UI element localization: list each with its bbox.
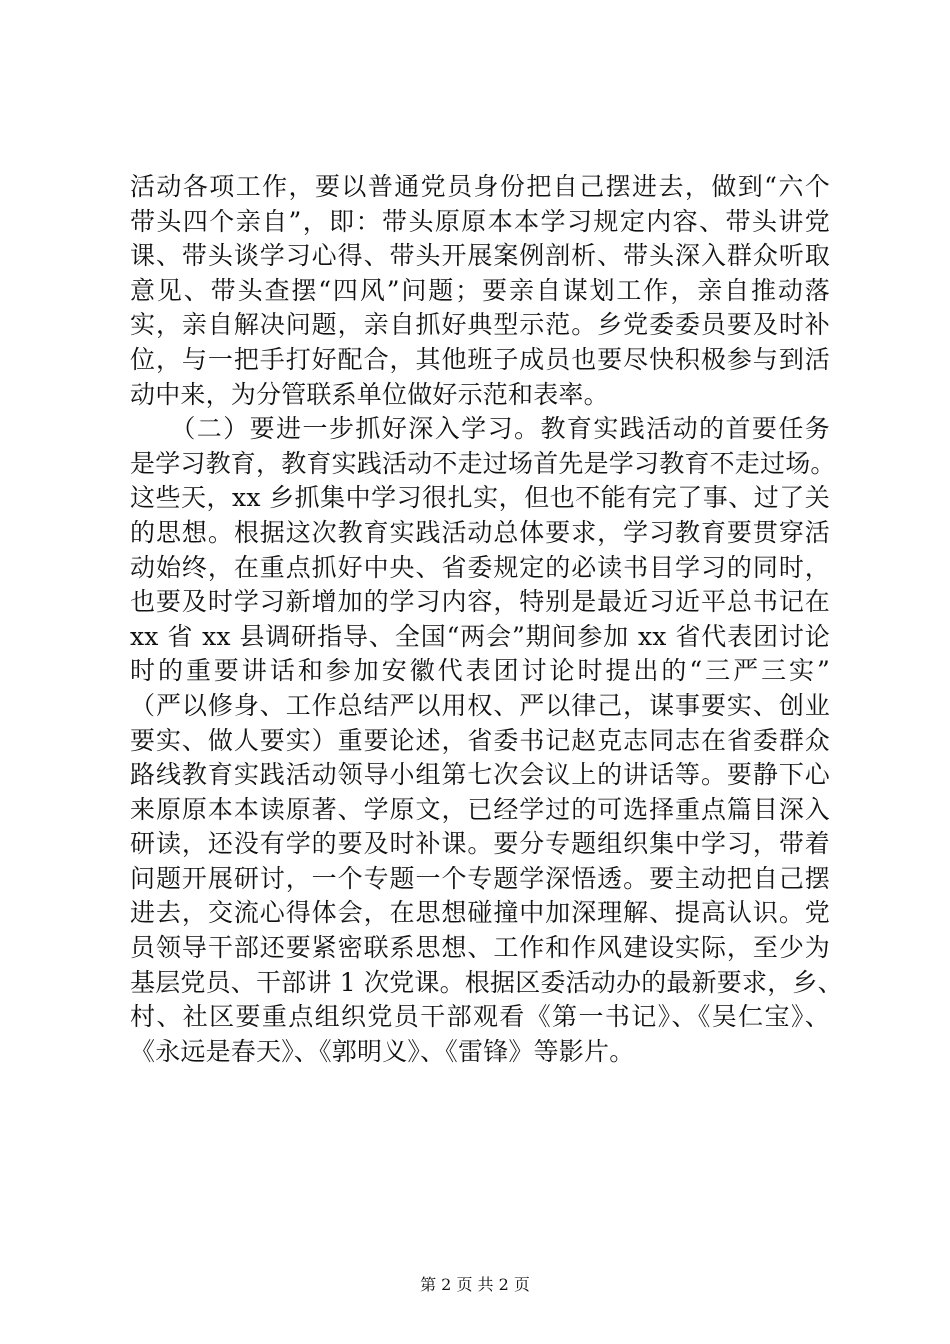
- text-line-15: 时的重要讲话和参加安徽代表团讨论时提出的“三严三实”: [130, 656, 830, 686]
- text-line-14: xx 省 xx 县调研指导、全国“两会”期间参加 xx 省代表团讨论: [130, 621, 830, 651]
- text-line-5: 实，亲自解决问题，亲自抓好典型示范。乡党委委员要及时补: [130, 310, 830, 340]
- text-line-3: 课、带头谈学习心得、带头开展案例剖析、带头深入群众听取: [130, 241, 830, 271]
- text-line-18: 路线教育实践活动领导小组第七次会议上的讲话等。要静下心: [130, 760, 830, 790]
- text-line-13: 也要及时学习新增加的学习内容，特别是最近习近平总书记在: [130, 587, 830, 617]
- text-line-2: 带头四个亲自”，即：带头原原本本学习规定内容、带头讲党: [130, 206, 830, 236]
- text-line-22: 进去，交流心得体会，在思想碰撞中加深理解、提高认识。党: [130, 898, 830, 928]
- text-line-10: 这些天，xx 乡抓集中学习很扎实，但也不能有完了事、过了关: [130, 483, 830, 513]
- text-line-11: 的思想。根据这次教育实践活动总体要求，学习教育要贯穿活: [130, 517, 830, 547]
- text-line-16: （严以修身、工作总结严以用权、严以律己，谋事要实、创业: [130, 690, 830, 720]
- text-line-12: 动始终，在重点抓好中央、省委规定的必读书目学习的同时，: [130, 552, 830, 582]
- text-line-4: 意见、带头查摆“四风”问题；要亲自谋划工作，亲自推动落: [130, 275, 830, 305]
- page-number-footer: 第 2 页 共 2 页: [420, 1275, 530, 1294]
- text-line-20: 研读，还没有学的要及时补课。要分专题组织集中学习，带着: [130, 829, 830, 859]
- text-line-7: 动中来，为分管联系单位做好示范和表率。: [130, 379, 609, 409]
- text-line-25: 村、社区要重点组织党员干部观看《第一书记》、《吴仁宝》、: [130, 1002, 830, 1032]
- text-line-24: 基层党员、干部讲 1 次党课。根据区委活动办的最新要求，乡、: [130, 967, 843, 997]
- text-line-17: 要实、做人要实）重要论述，省委书记赵克志同志在省委群众: [130, 725, 830, 755]
- text-line-8: （二）要进一步抓好深入学习。教育实践活动的首要任务: [130, 414, 830, 444]
- text-line-1: 活动各项工作，要以普通党员身份把自己摆进去，做到“六个: [130, 172, 830, 201]
- text-line-21: 问题开展研讨，一个专题一个专题学深悟透。要主动把自己摆: [130, 863, 830, 893]
- text-line-9: 是学习教育，教育实践活动不走过场首先是学习教育不走过场。: [130, 448, 836, 478]
- text-line-6: 位，与一把手打好配合，其他班子成员也要尽快积极参与到活: [130, 344, 830, 374]
- document-body: [130, 170, 843, 1069]
- text-line-23: 员领导干部还要紧密联系思想、工作和作风建设实际，至少为: [130, 933, 830, 963]
- text-line-26: 《永远是春天》、《郭明义》、《雷锋》等影片。: [130, 1036, 635, 1066]
- text-line-19: 来原原本本读原著、学原文，已经学过的可选择重点篇目深入: [130, 794, 830, 824]
